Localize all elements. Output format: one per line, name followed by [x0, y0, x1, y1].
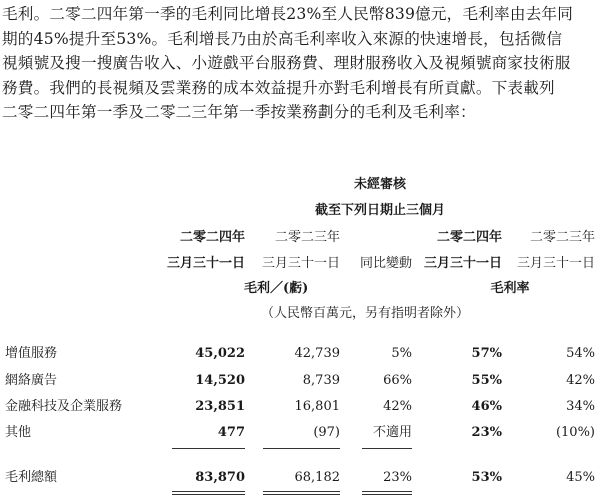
col-gp-2023-date: 三月三十一日: [261, 256, 340, 271]
paragraph-line: 二零二四年第一季及二零二三年第一季按業務劃分的毛利及毛利率：: [2, 103, 476, 122]
gp-2023-value: 8,739: [302, 373, 340, 388]
gp-2023-value: (97): [313, 425, 340, 440]
total-double-rule: [263, 491, 340, 495]
subtotal-rule: [172, 448, 245, 449]
subtotal-rule: [362, 448, 412, 449]
col-gp-2023-year: 二零二三年: [274, 230, 340, 245]
paragraph-line: 務費。我們的長視頻及雲業務的成本效益提升亦對毛利增長有所貢獻。下表載列: [2, 78, 555, 97]
total-gm-2024: 53%: [471, 470, 502, 485]
gp-2024-value: 477: [217, 425, 245, 440]
yoy-value: 42%: [383, 399, 412, 414]
subtotal-rule: [263, 448, 340, 449]
gm-2024-value: 57%: [471, 346, 502, 361]
gm-2024-value: 23%: [471, 425, 502, 440]
total-double-rule: [362, 491, 412, 495]
yoy-value: 不適用: [372, 425, 412, 440]
yoy-value: 5%: [391, 346, 412, 361]
gp-2024-value: 45,022: [195, 346, 245, 361]
total-gp-2024: 83,870: [195, 470, 245, 485]
col-gm-2024-year: 二零二四年: [436, 230, 502, 245]
col-yoy: 同比變動: [359, 256, 412, 271]
gm-2023-value: 34%: [566, 399, 595, 414]
total-double-rule: [172, 491, 245, 495]
total-yoy: 23%: [383, 470, 412, 485]
paragraph-line: 視頻號及搜一搜廣告收入、小遊戲平台服務費、理財服務收入及視頻號商家技術服: [2, 54, 571, 73]
gm-2023-value: (10%): [555, 425, 595, 440]
intro-paragraph: [2, 2, 608, 125]
gross-profit-label: 毛利／(虧): [244, 281, 309, 296]
row-label: 金融科技及企業服務: [5, 399, 123, 414]
gm-2024-value: 55%: [471, 373, 502, 388]
yoy-value: 66%: [383, 373, 412, 388]
paragraph-line: 毛利。二零二四年第一季的毛利同比增長23%至人民幣839億元，毛利率由去年同: [2, 5, 574, 23]
col-gm-2024-date: 三月三十一日: [423, 256, 502, 271]
row-label: 網絡廣告: [5, 373, 58, 388]
gross-margin-label: 毛利率: [490, 281, 530, 296]
gm-2024-value: 46%: [471, 399, 502, 414]
paragraph-line: 期的45%提升至53%。毛利增長乃由於高毛利率收入來源的快速增長，包括微信: [2, 29, 563, 48]
row-label: 其他: [5, 425, 32, 440]
unaudited-header: 未經審核: [353, 177, 406, 192]
gp-2023-value: 42,739: [294, 346, 340, 361]
gm-2023-value: 42%: [566, 373, 595, 388]
gm-2023-value: 54%: [566, 346, 595, 361]
col-gp-2024-date: 三月三十一日: [166, 256, 245, 271]
col-gp-2024-year: 二零二四年: [179, 230, 245, 245]
gp-2024-value: 23,851: [195, 399, 245, 414]
total-gp-2023: 68,182: [294, 470, 340, 485]
period-header: 截至下列日期止三個月: [314, 203, 445, 218]
gp-2024-value: 14,520: [195, 373, 245, 388]
col-gm-2023-year: 二零二三年: [529, 230, 595, 245]
row-label: 增值服務: [5, 346, 58, 361]
col-gm-2023-date: 三月三十一日: [516, 256, 595, 271]
gp-2023-value: 16,801: [294, 399, 340, 414]
total-gm-2023: 45%: [566, 470, 595, 485]
total-label: 毛利總額: [5, 470, 58, 485]
unit-note: （人民幣百萬元，另有指明者除外）: [260, 306, 469, 321]
